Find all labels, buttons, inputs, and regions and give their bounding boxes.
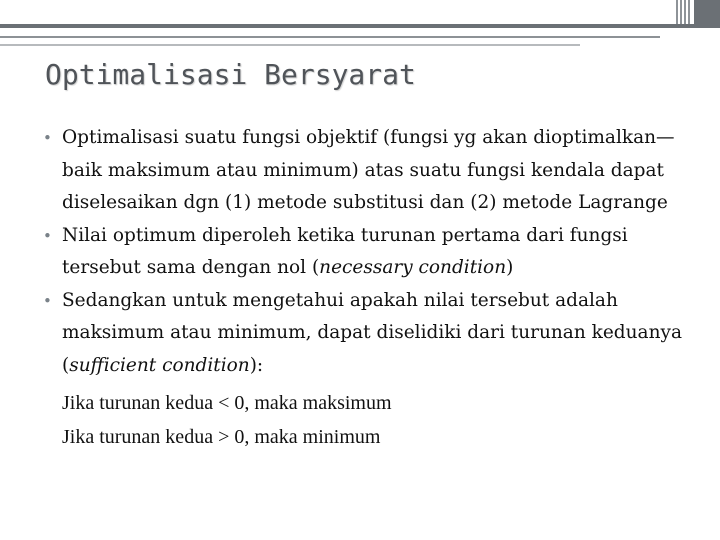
bullet-text: Optimalisasi suatu fungsi objektif (fungsi yg akan dioptimalkan—baik maksimum atau minimum) atas suatu fungsi kendala dapat diselesaikan dgn (1) metode substitusi dan (2) metode Lagrange (62, 127, 675, 213)
bullet-text: Nilai optimum diperoleh ketika turunan pertama dari fungsi tersebut sama dengan nol ( (62, 224, 628, 278)
bullet-text: Sedangkan untuk mengetahui apakah nilai tersebut adalah maksimum atau minimum, dapat diselidiki dari turunan keduanya ( (62, 289, 682, 376)
bullet-italic-term: sufficient condition (69, 354, 250, 376)
bullet-text-end: ) (506, 257, 514, 278)
bullet-italic-term: necessary condition (319, 257, 507, 278)
header-rule-2 (0, 44, 580, 46)
header-rule-1 (0, 36, 660, 38)
bullet-dot-icon: • (43, 291, 52, 310)
bullet-dot-icon: • (43, 129, 52, 147)
top-decoration-band (0, 0, 720, 28)
condition-line-max: Jika turunan kedua < 0, maka maksimum (62, 392, 392, 414)
slide-title: Optimalisasi Bersyarat (45, 58, 416, 91)
bullet-item-3 (40, 285, 700, 383)
condition-line-min: Jika turunan kedua > 0, maka minimum (62, 426, 381, 448)
bullet-dot-icon: • (43, 226, 52, 245)
corner-block (694, 0, 720, 24)
bullet-item-1 (40, 122, 700, 220)
corner-stripes (676, 0, 690, 24)
slide-body (40, 122, 700, 454)
bullet-item-2 (40, 220, 700, 285)
top-dark-bar (0, 24, 720, 28)
bullet-text-end: ): (249, 354, 264, 376)
